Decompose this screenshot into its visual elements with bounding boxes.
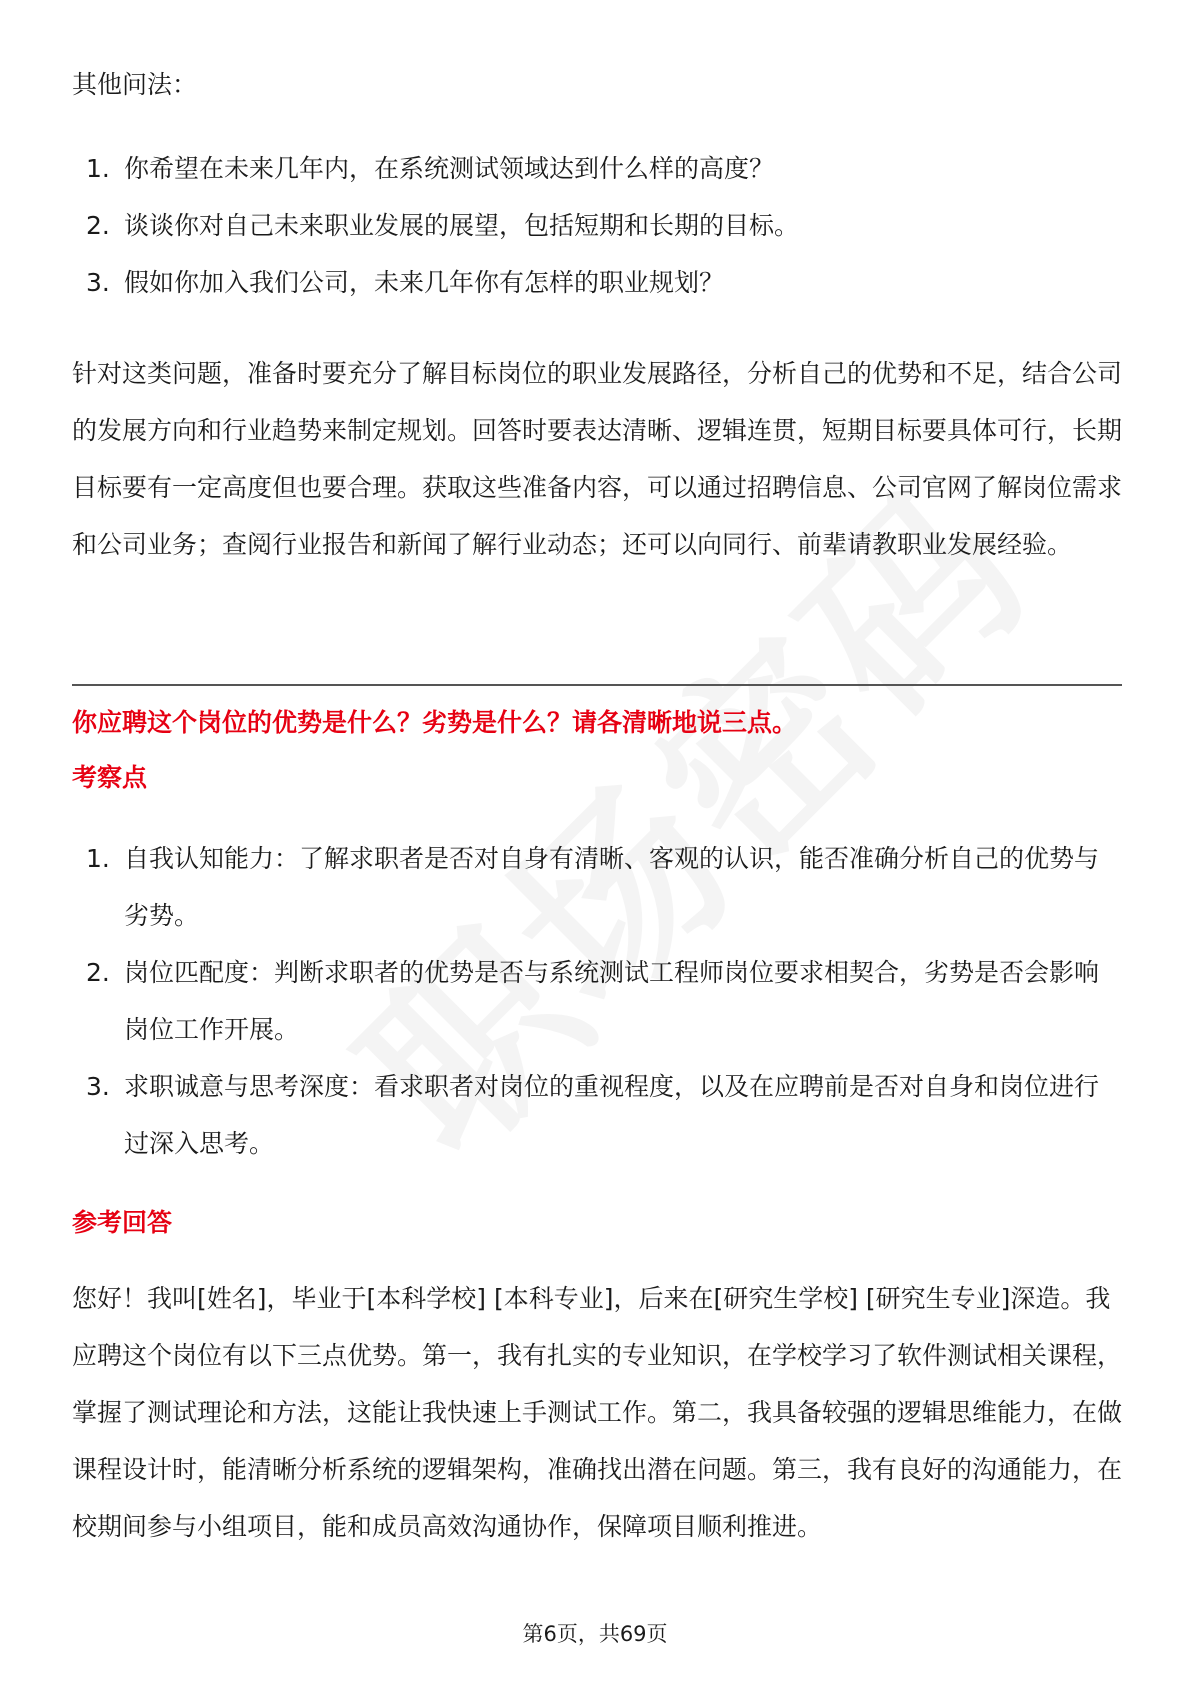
list-item [72,830,1122,944]
list-number: 3. [86,268,110,297]
question-heading: 你应聘这个岗位的优势是什么？劣势是什么？请各清晰地说三点。 [72,708,798,737]
section-divider [72,684,1122,686]
list-text: 你希望在未来几年内，在系统测试领域达到什么样的高度？ [124,154,775,183]
list-item [72,140,1122,197]
list-text: 自我认知能力：了解求职者是否对自身有清晰、客观的认识，能否准确分析自己的优势与劣势。 [124,844,1100,930]
kaocha-heading: 考察点 [72,763,148,792]
page-footer: 第6页，共69页 [522,1622,668,1646]
list-item [72,197,1122,254]
list-item [72,254,1122,311]
list-text: 岗位匹配度：判断求职者的优势是否与系统测试工程师岗位要求相契合，劣势是否会影响岗位工作开展。 [124,958,1100,1044]
advice-paragraph: 针对这类问题，准备时要充分了解目标岗位的职业发展路径，分析自己的优势和不足，结合公司的发展方向和行业趋势来制定规划。回答时要表达清晰、逻辑连贯，短期目标要具体可行，长期目标要有一定高度但也要合理。获取这些准备内容，可以通过招聘信息、公司官网了解岗位需求和公司业务；查阅行业报告和新闻了解行业动态；还可以向同行、前辈请教职业发展经验。 [72,359,1123,559]
list-number: 2. [86,211,110,240]
cankao-heading: 参考回答 [72,1208,173,1237]
list-number: 1. [86,844,110,873]
intro-label: 其他问法： [72,70,198,99]
list-number: 1. [86,154,110,183]
list-text: 谈谈你对自己未来职业发展的展望，包括短期和长期的目标。 [124,211,800,240]
list-text: 求职诚意与思考深度：看求职者对岗位的重视程度，以及在应聘前是否对自身和岗位进行过深入思考。 [124,1072,1100,1158]
list-number: 3. [86,1072,110,1101]
other-questions-list [72,140,1122,311]
list-number: 2. [86,958,110,987]
answer-paragraph: 您好！我叫[姓名]，毕业于[本科学校] [本科专业]，后来在[研究生学校] [研究生专业]深造。我应聘这个岗位有以下三点优势。第一，我有扎实的专业知识，在学校学习了软件测试相关课程，掌握了测试理论和方法，这能让我快速上手测试工作。第二，我具备较强的逻辑思维能力，在做课程设计时，能清晰分析系统的逻辑架构，准确找出潜在问题。第三，我有良好的沟通能力，在校期间参与小组项目，能和成员高效沟通协作，保障项目顺利推进。 [72,1284,1123,1541]
list-item [72,1058,1122,1172]
list-text: 假如你加入我们公司，未来几年你有怎样的职业规划？ [124,268,725,297]
kaocha-points-list [72,830,1122,1172]
list-item [72,944,1122,1058]
